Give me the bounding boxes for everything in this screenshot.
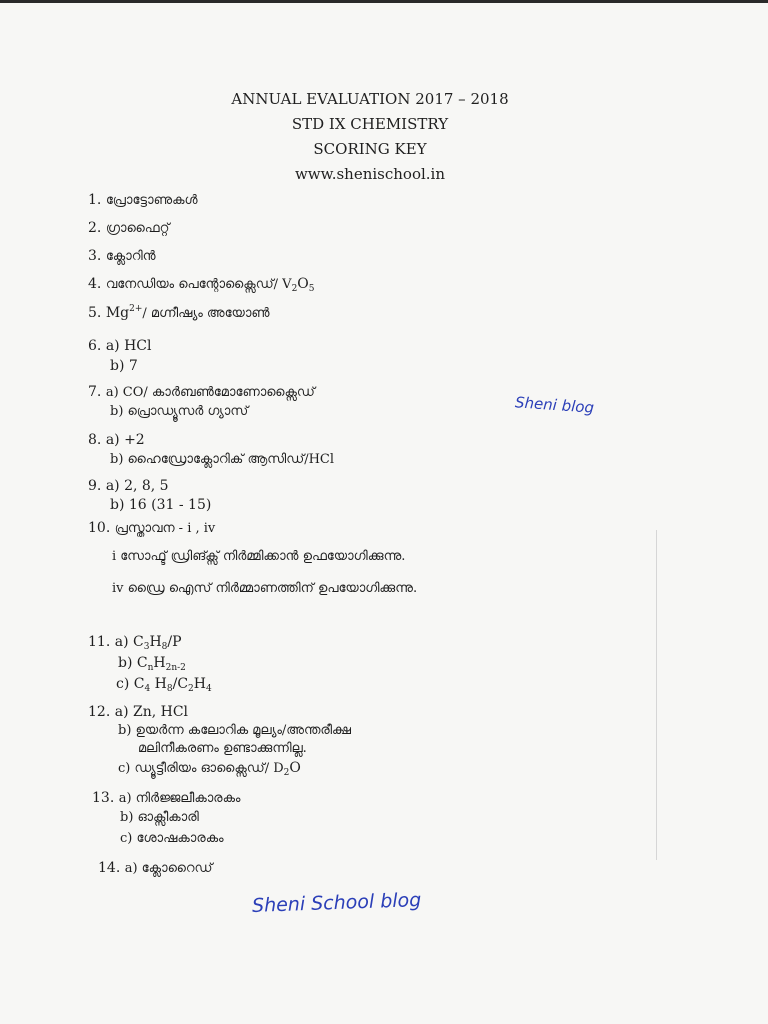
subscript: 5 <box>308 284 315 294</box>
answer-text: പ്രസ്താവന - i , iv <box>114 521 216 536</box>
answer-number: 12. <box>88 704 111 720</box>
answer-number: 6. <box>88 338 102 354</box>
formula-part: b) C <box>118 655 148 671</box>
subscript: 4 <box>206 684 212 694</box>
answer-text: പ്രോട്ടോണുകൾ <box>105 193 198 208</box>
answer-number: 1. <box>88 192 102 208</box>
answer-9a <box>88 478 169 494</box>
subscript: 8 <box>161 642 168 652</box>
answer-text: a) +2 <box>105 432 145 448</box>
header-title: ANNUAL EVALUATION 2017 – 2018 <box>231 90 509 108</box>
answer-number: 2. <box>88 220 102 236</box>
answer-8a <box>88 432 145 448</box>
answer-text: ക്ലോറിൻ <box>105 249 156 264</box>
answer-text: c) ഡ്യൂട്ടീരിയം ഓക്സൈഡ്/ D <box>118 761 284 776</box>
answer-text: a) 2, 8, 5 <box>105 478 169 494</box>
subscript: 8 <box>166 684 173 694</box>
answer-text: a) ക്ലോറൈഡ് <box>124 861 213 876</box>
answer-2 <box>88 220 169 236</box>
answer-number: 14. <box>98 860 121 876</box>
answer-13c: c) ശോഷകാരകം <box>120 831 224 846</box>
answer-number: 13. <box>92 790 115 806</box>
formula-part: c) C <box>116 676 145 692</box>
superscript: 2+ <box>129 304 143 314</box>
handwritten-margin-note: Sheni blog <box>514 393 595 417</box>
answer-11b <box>118 655 186 673</box>
answer-12b-line2: മലിനീകരണം ഉണ്ടാക്കുന്നില്ല. <box>138 741 307 756</box>
answer-13a <box>92 790 240 806</box>
answer-9b: b) 16 (31 - 15) <box>110 497 212 513</box>
subscript: 4 <box>144 684 151 694</box>
answer-7b: b) പ്രൊഡ്യൂസർ ഗ്യാസ് <box>110 404 249 419</box>
answer-1 <box>88 192 198 208</box>
answer-number: 4. <box>88 276 102 292</box>
answer-14a <box>98 860 212 876</box>
answer-13b: b) ഓക്സീകാരി <box>120 810 199 825</box>
answer-number: 3. <box>88 248 102 264</box>
subscript: n <box>147 663 154 673</box>
answer-text: / മഗ്നീഷ്യം അയോൺ <box>142 306 270 321</box>
formula-part: H <box>193 676 206 692</box>
answer-text: ഗ്രാഫൈറ്റ് <box>105 221 170 236</box>
answer-number: 9. <box>88 478 102 494</box>
answer-number: 5. <box>88 305 102 321</box>
margin-line <box>656 530 657 860</box>
answer-6a <box>88 338 151 354</box>
answer-12b-line1: b) ഉയർന്ന കലോറിക മൂല്യം/അന്തരീക്ഷ <box>118 723 352 738</box>
answer-3 <box>88 248 156 264</box>
formula-part: H <box>150 676 167 692</box>
subscript: 3 <box>143 642 150 652</box>
answer-text: a) CO/ കാർബൺമോണോക്സൈഡ് <box>105 385 315 400</box>
formula-part: /C <box>172 676 189 692</box>
answer-10-statement-i: i സോഫ്ട് ഡ്രിങ്ക്സ് നിർമ്മിക്കാൻ ഉഫയോഗിക്കുന്നു. <box>112 549 406 564</box>
answer-7a <box>88 384 315 400</box>
subscript: 2n-2 <box>165 663 186 673</box>
answer-12a <box>88 704 188 720</box>
answer-number: 11. <box>88 634 111 650</box>
answer-number: 10. <box>88 520 111 536</box>
answer-number: 7. <box>88 384 102 400</box>
answer-4 <box>88 276 315 294</box>
header-website: www.shenischool.in <box>294 165 446 183</box>
header-subject: STD IX CHEMISTRY <box>291 115 449 133</box>
formula-part: O <box>297 276 309 292</box>
formula-part: Mg <box>105 305 130 321</box>
formula-part: H <box>149 634 162 650</box>
subscript: 2 <box>291 284 298 294</box>
answer-8b: b) ഹൈഡ്രോക്ലോറിക് ആസിഡ്/HCl <box>110 452 335 467</box>
scan-top-edge <box>0 0 768 3</box>
answer-6b: b) 7 <box>110 358 138 374</box>
answer-11a <box>88 634 182 652</box>
answer-number: 8. <box>88 432 102 448</box>
subscript: 2 <box>283 768 290 778</box>
answer-10 <box>88 520 215 536</box>
answer-12c <box>118 760 301 778</box>
answer-10-statement-iv: iv ഡ്രൈ ഐസ് നിർമ്മാണത്തിന് ഉപയോഗിക്കുന്നു. <box>112 581 418 596</box>
answer-text: a) Zn, HCl <box>114 704 189 720</box>
subscript: 2 <box>188 684 194 694</box>
handwritten-footer-note: Sheni School blog <box>251 889 422 917</box>
answer-text: a) നിർജ്ജലീകാരകം <box>118 791 241 806</box>
formula-part: H <box>153 655 166 671</box>
answer-text: a) HCl <box>105 338 152 354</box>
formula-part: a) C <box>114 634 144 650</box>
formula-part: O <box>289 760 301 776</box>
answer-11c <box>116 676 212 694</box>
answer-text: വനേഡിയം പെന്റോക്സൈഡ്/ V <box>105 277 292 292</box>
answer-5 <box>88 304 270 321</box>
formula-part: /P <box>167 634 182 650</box>
header-doc-type: SCORING KEY <box>313 140 427 158</box>
